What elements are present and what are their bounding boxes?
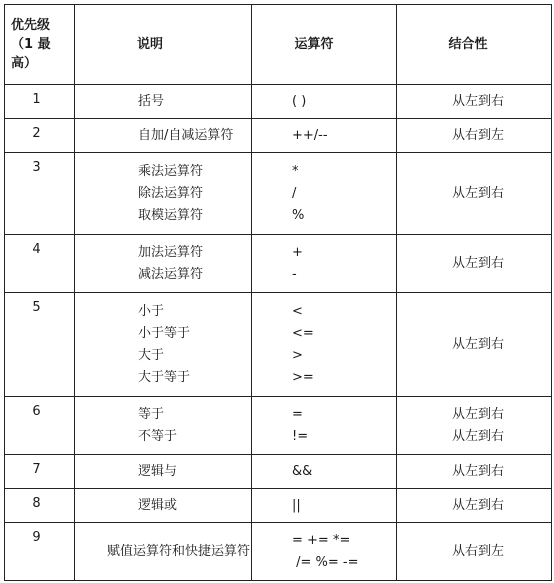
operator-cell xyxy=(252,489,397,523)
operator-line: ++/-- xyxy=(292,127,328,143)
header-operator: 运算符 xyxy=(252,5,397,85)
operator-line: - xyxy=(292,266,297,282)
associativity-cell xyxy=(397,397,552,455)
description-line: 逻辑或 xyxy=(138,497,178,513)
header-priority-line: 优先级 xyxy=(11,18,51,33)
header-row xyxy=(5,5,552,85)
description-line: 除法运算符 xyxy=(138,185,204,201)
description-cell xyxy=(75,235,252,293)
priority-cell: 4 xyxy=(5,235,75,293)
associativity-line: 从左到右 xyxy=(451,497,504,513)
associativity-line: 从左到右 xyxy=(451,93,504,109)
associativity-cell xyxy=(397,293,552,397)
operator-line: = += *= xyxy=(292,532,351,548)
header-priority-line: 高） xyxy=(11,56,38,71)
operator-line: + xyxy=(292,244,303,260)
description-line: 取模运算符 xyxy=(138,207,204,223)
description-cell xyxy=(75,489,252,523)
description-line: 减法运算符 xyxy=(138,266,204,282)
associativity-cell xyxy=(397,119,552,153)
operator-line: / xyxy=(292,185,297,201)
header-description: 说明 xyxy=(75,5,252,85)
priority-cell: 9 xyxy=(5,523,75,581)
description-cell xyxy=(75,293,252,397)
description-line: 乘法运算符 xyxy=(138,163,204,179)
table-body xyxy=(5,85,552,581)
description-line: 逻辑与 xyxy=(138,463,178,479)
operator-cell xyxy=(252,85,397,119)
description-line: 括号 xyxy=(138,93,165,109)
description-cell xyxy=(75,119,252,153)
operator-precedence-table xyxy=(4,4,552,581)
priority-cell: 2 xyxy=(5,119,75,153)
associativity-cell xyxy=(397,455,552,489)
operator-line: && xyxy=(292,463,313,479)
description-cell xyxy=(75,85,252,119)
table-row xyxy=(5,235,552,293)
operator-line: >= xyxy=(292,369,314,385)
table-row xyxy=(5,397,552,455)
associativity-line: 从左到右 xyxy=(451,428,504,444)
priority-cell: 7 xyxy=(5,455,75,489)
operator-line: || xyxy=(292,497,301,513)
associativity-line: 从右到左 xyxy=(451,543,504,559)
associativity-cell xyxy=(397,153,552,235)
associativity-line: 从左到右 xyxy=(451,336,504,352)
description-line: 自加/自减运算符 xyxy=(138,127,234,143)
description-line: 不等于 xyxy=(138,428,178,444)
operator-cell xyxy=(252,293,397,397)
priority-cell: 3 xyxy=(5,153,75,235)
description-line: 小于 xyxy=(138,303,165,319)
associativity-cell xyxy=(397,489,552,523)
description-line: 等于 xyxy=(138,406,165,422)
associativity-cell xyxy=(397,235,552,293)
header-priority-line: （1 最 xyxy=(11,37,51,52)
description-line: 大于等于 xyxy=(138,369,191,385)
operator-cell xyxy=(252,455,397,489)
table-row xyxy=(5,523,552,581)
priority-cell: 6 xyxy=(5,397,75,455)
operator-line: ( ) xyxy=(292,93,307,109)
operator-line: = xyxy=(292,406,303,422)
description-cell xyxy=(75,523,252,581)
associativity-cell xyxy=(397,523,552,581)
table-row xyxy=(5,455,552,489)
associativity-line: 从左到右 xyxy=(451,463,504,479)
description-cell xyxy=(75,153,252,235)
priority-cell: 1 xyxy=(5,85,75,119)
description-line: 赋值运算符和快捷运算符 xyxy=(107,543,251,559)
operator-line: <= xyxy=(292,325,314,341)
description-cell xyxy=(75,455,252,489)
associativity-line: 从左到右 xyxy=(451,185,504,201)
priority-cell: 8 xyxy=(5,489,75,523)
priority-cell: 5 xyxy=(5,293,75,397)
associativity-line: 从左到右 xyxy=(451,255,504,271)
operator-cell xyxy=(252,153,397,235)
operator-line: < xyxy=(292,303,303,319)
operator-cell xyxy=(252,119,397,153)
operator-precedence-table-container xyxy=(4,4,551,581)
operator-line: % xyxy=(292,207,305,223)
description-line: 加法运算符 xyxy=(138,244,204,260)
table-row xyxy=(5,489,552,523)
header-associativity: 结合性 xyxy=(397,5,552,85)
table-row xyxy=(5,153,552,235)
header-priority xyxy=(5,5,75,85)
operator-line: > xyxy=(292,347,303,363)
operator-cell xyxy=(252,397,397,455)
description-line: 大于 xyxy=(138,347,165,363)
operator-cell xyxy=(252,235,397,293)
table-row xyxy=(5,293,552,397)
associativity-line: 从右到左 xyxy=(451,127,504,143)
operator-line: != xyxy=(292,428,309,444)
table-row xyxy=(5,85,552,119)
operator-cell xyxy=(252,523,397,581)
associativity-cell xyxy=(397,85,552,119)
operator-line: /= %= -= xyxy=(292,554,359,570)
operator-line: * xyxy=(292,163,299,179)
description-cell xyxy=(75,397,252,455)
description-line: 小于等于 xyxy=(138,325,191,341)
table-row xyxy=(5,119,552,153)
associativity-line: 从左到右 xyxy=(451,406,504,422)
